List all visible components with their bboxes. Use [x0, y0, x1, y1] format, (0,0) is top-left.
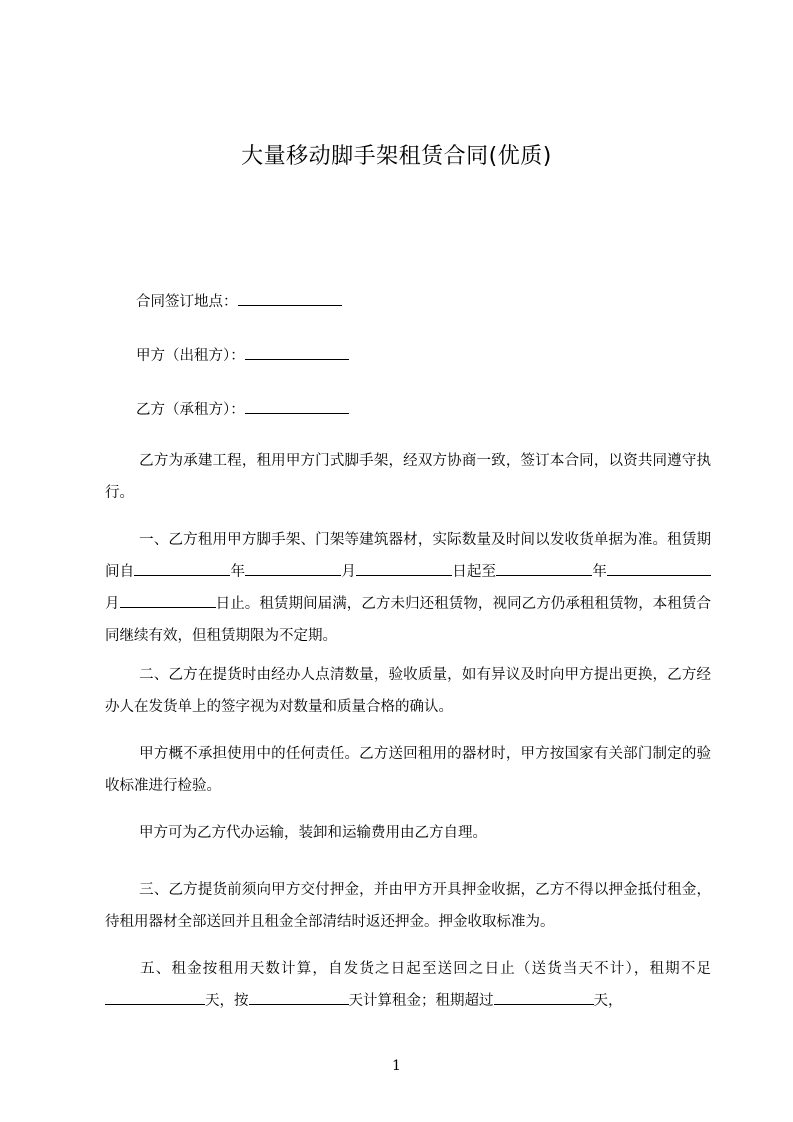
paragraph-clause-2: [105, 659, 711, 723]
paragraph-intro-text: 乙方为承建工程，租用甲方门式脚手架，经双方协商一致，签订本合同，以资共同遵守执行。: [105, 453, 711, 501]
rent-over-days-blank[interactable]: [494, 990, 594, 1005]
contract-place-blank[interactable]: [238, 291, 342, 306]
month-label-2: 月: [105, 596, 120, 612]
clause-3-text: 甲方概不承担使用中的任何责任。乙方送回租用的器材时，甲方按国家有关部门制定的验收标准进行检验。: [105, 746, 711, 794]
rent-calc-label: 天计算租金；租期超过: [348, 993, 494, 1009]
document-title: 大量移动脚手架租赁合同(优质): [241, 144, 552, 169]
rent-calc-days-blank[interactable]: [249, 990, 349, 1005]
start-day-blank[interactable]: [356, 561, 452, 576]
clause-2-text: 二、乙方在提货时由经办人点清数量，验收质量，如有异议及时向甲方提出更换，乙方经办人在发货单上的签字视为对数量和质量合格的确认。: [105, 667, 711, 715]
year-label-2: 年: [592, 564, 608, 580]
contract-place-label: 合同签订地点：: [136, 294, 238, 310]
month-label: 月: [341, 564, 357, 580]
clause-1-end: 日止。租赁期间届满，乙方未归还租赁物，视同乙方仍承租租赁物，本租赁合同继续有效，但租赁期限为不定期。: [105, 596, 712, 644]
party-b-field: [136, 399, 349, 420]
page-number: 1: [392, 1058, 401, 1074]
party-a-label: 甲方（出租方）：: [136, 348, 245, 364]
year-label: 年: [230, 564, 246, 580]
end-month-blank[interactable]: [607, 561, 711, 576]
rent-min-days-blank[interactable]: [105, 990, 205, 1005]
clause-1-start: 一、乙方租用甲方脚手架、门架等建筑器材，实际数量及时间以发收货单据为准。租赁期间自: [105, 532, 711, 580]
end-year-blank[interactable]: [496, 561, 592, 576]
paragraph-intro: [105, 445, 711, 509]
rent-end-label: 天，: [593, 993, 623, 1009]
paragraph-deposit: [105, 874, 711, 938]
rent-text-start: 五、租金按租用天数计算，自发货之日起至送回之日止（送货当天不计），租期不足: [139, 961, 711, 977]
day-to-label: 日起至: [452, 564, 497, 580]
paragraph-clause-3: [105, 738, 711, 802]
end-day-blank[interactable]: [120, 593, 216, 608]
paragraph-clause-1: [105, 524, 711, 652]
paragraph-clause-4: [105, 817, 711, 849]
start-year-blank[interactable]: [134, 561, 230, 576]
deposit-text: 三、乙方提货前须向甲方交付押金，并由甲方开具押金收据，乙方不得以押金抵付租金，待租用器材全部送回并且租金全部清结时返还押金。押金收取标准为。: [105, 882, 711, 930]
party-a-field: [136, 345, 349, 366]
start-month-blank[interactable]: [245, 561, 341, 576]
party-b-label: 乙方（承租方）：: [136, 402, 245, 418]
clause-4-text: 甲方可为乙方代办运输，装卸和运输费用由乙方自理。: [139, 825, 487, 841]
contract-place-field: [136, 291, 342, 312]
party-a-blank[interactable]: [245, 345, 349, 360]
party-b-blank[interactable]: [245, 399, 349, 414]
paragraph-rent: [105, 953, 711, 1017]
rent-day-label: 天，按: [205, 993, 249, 1009]
